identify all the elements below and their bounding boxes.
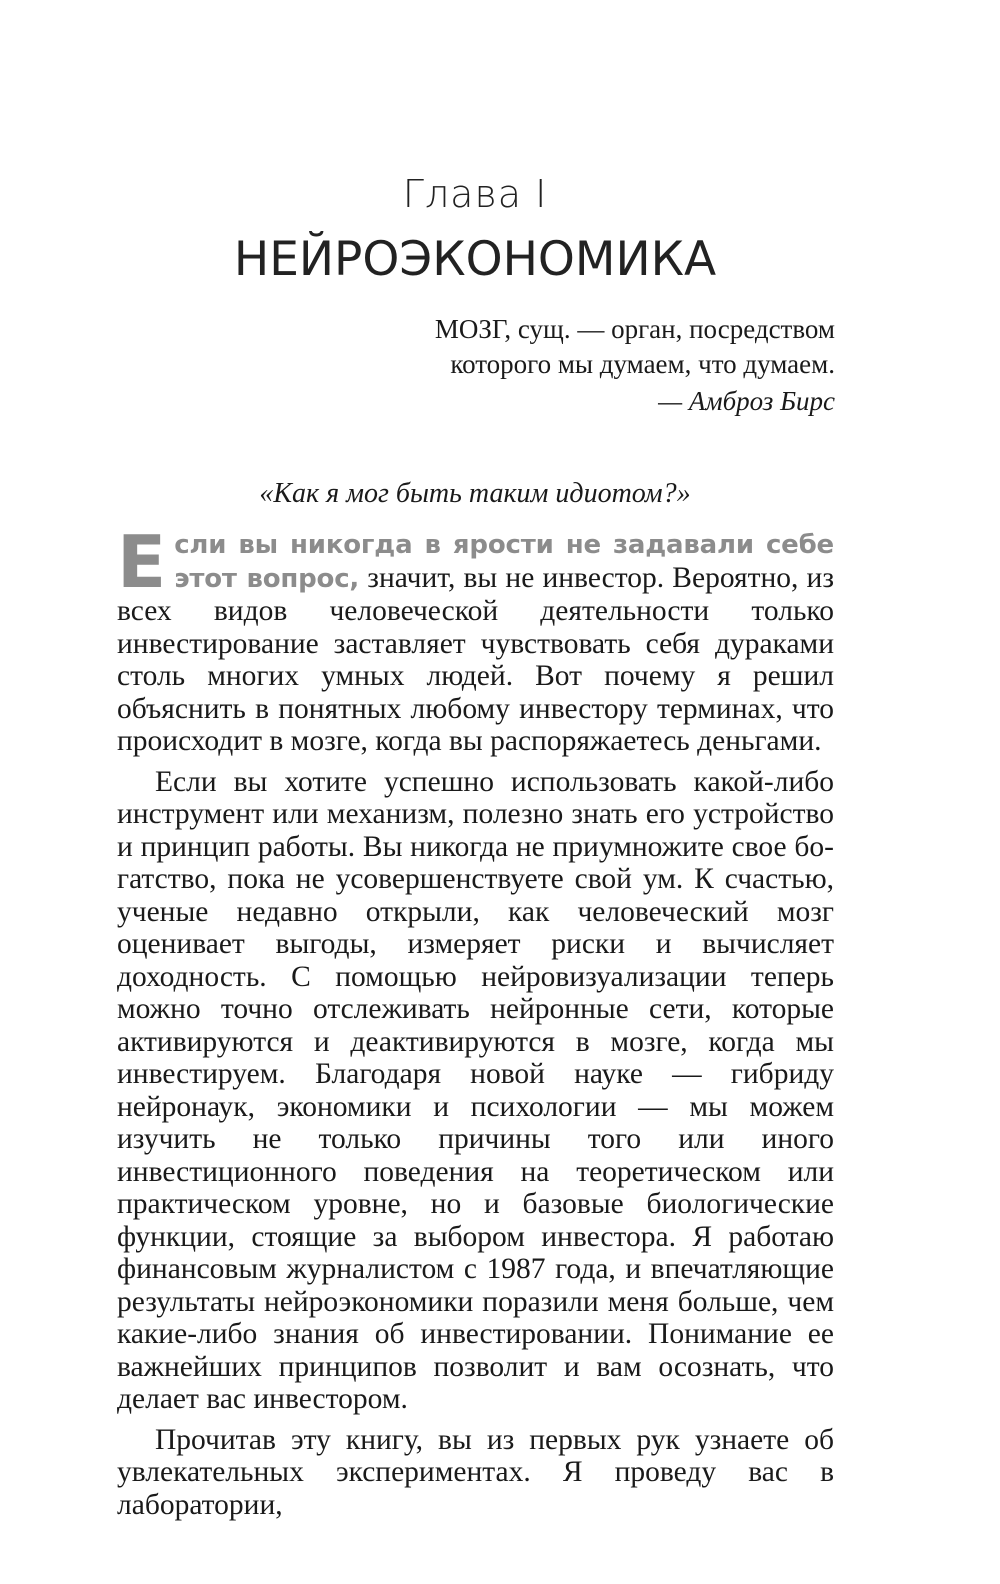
epigraph-line-1: МОЗГ, сущ. — орган, посредством: [434, 314, 835, 344]
chapter-title: НЕЙРОЭКОНОМИКА: [233, 232, 717, 287]
chapter-number: Глава I: [402, 172, 548, 216]
epigraph: [330, 312, 835, 419]
lead-in-text: сли вы никогда в ярости не задавали себе этот вопрос,: [174, 530, 834, 594]
paragraph-3: Прочитав эту книгу, вы из первых рук узнаете об увлекательных экспериментах. Я проведу вас в лаборатории,: [117, 1423, 834, 1521]
paragraph-2: Если вы хотите успешно использовать какой-либо инструмент или механизм, полезно знать его устройство и принцип работы. Вы никогда не приумножите свое богатство, пока не усовершенствуете свой ум. К счастью, ученые недавно открыли, как человеческий мозг оценивает выгоды, измеряет риски и вычисляет доходность. С помощью нейровизуализации теперь можно точно отслеживать нейронные сети, которые активируются и деактивируются в мозге, когда мы инвестируем. Благодаря новой науке — гибриду нейронаук, экономики и психологии — мы можем изучить не только причины того или иного инвестиционного поведения на теоретическом или практическом уровне, но и базовые биологические функции, стоящие за выбором инвестора. Я работаю финансовым журналистом с 1987 года, и впечатляющие результаты нейроэкономики поразили меня больше, чем какие-либо знания об инвестировании. Понимание ее важнейших принципов позволит и вам осознать, что делает вас инвестором.: [117, 765, 834, 1415]
paragraph-1-text: значит, вы не инвестор. Вероятно, из всех видов человеческой деятельности только инвестирование заставляет чувствовать себя дураками столь многих умных людей. Вот почему я решил объяснить в понятных любому инвестору терминах, что происходит в мозге, когда вы распоряжаетесь деньгами.: [117, 561, 834, 757]
epigraph-line-2: которого мы думаем, что думаем.: [450, 349, 835, 379]
section-subheading: «Как я мог быть таким идиотом?»: [259, 478, 691, 509]
epigraph-author: — Амброз Бирс: [658, 386, 835, 416]
body-text: [117, 520, 834, 1521]
paragraph-1: [117, 520, 834, 758]
drop-cap: Е: [117, 520, 167, 604]
